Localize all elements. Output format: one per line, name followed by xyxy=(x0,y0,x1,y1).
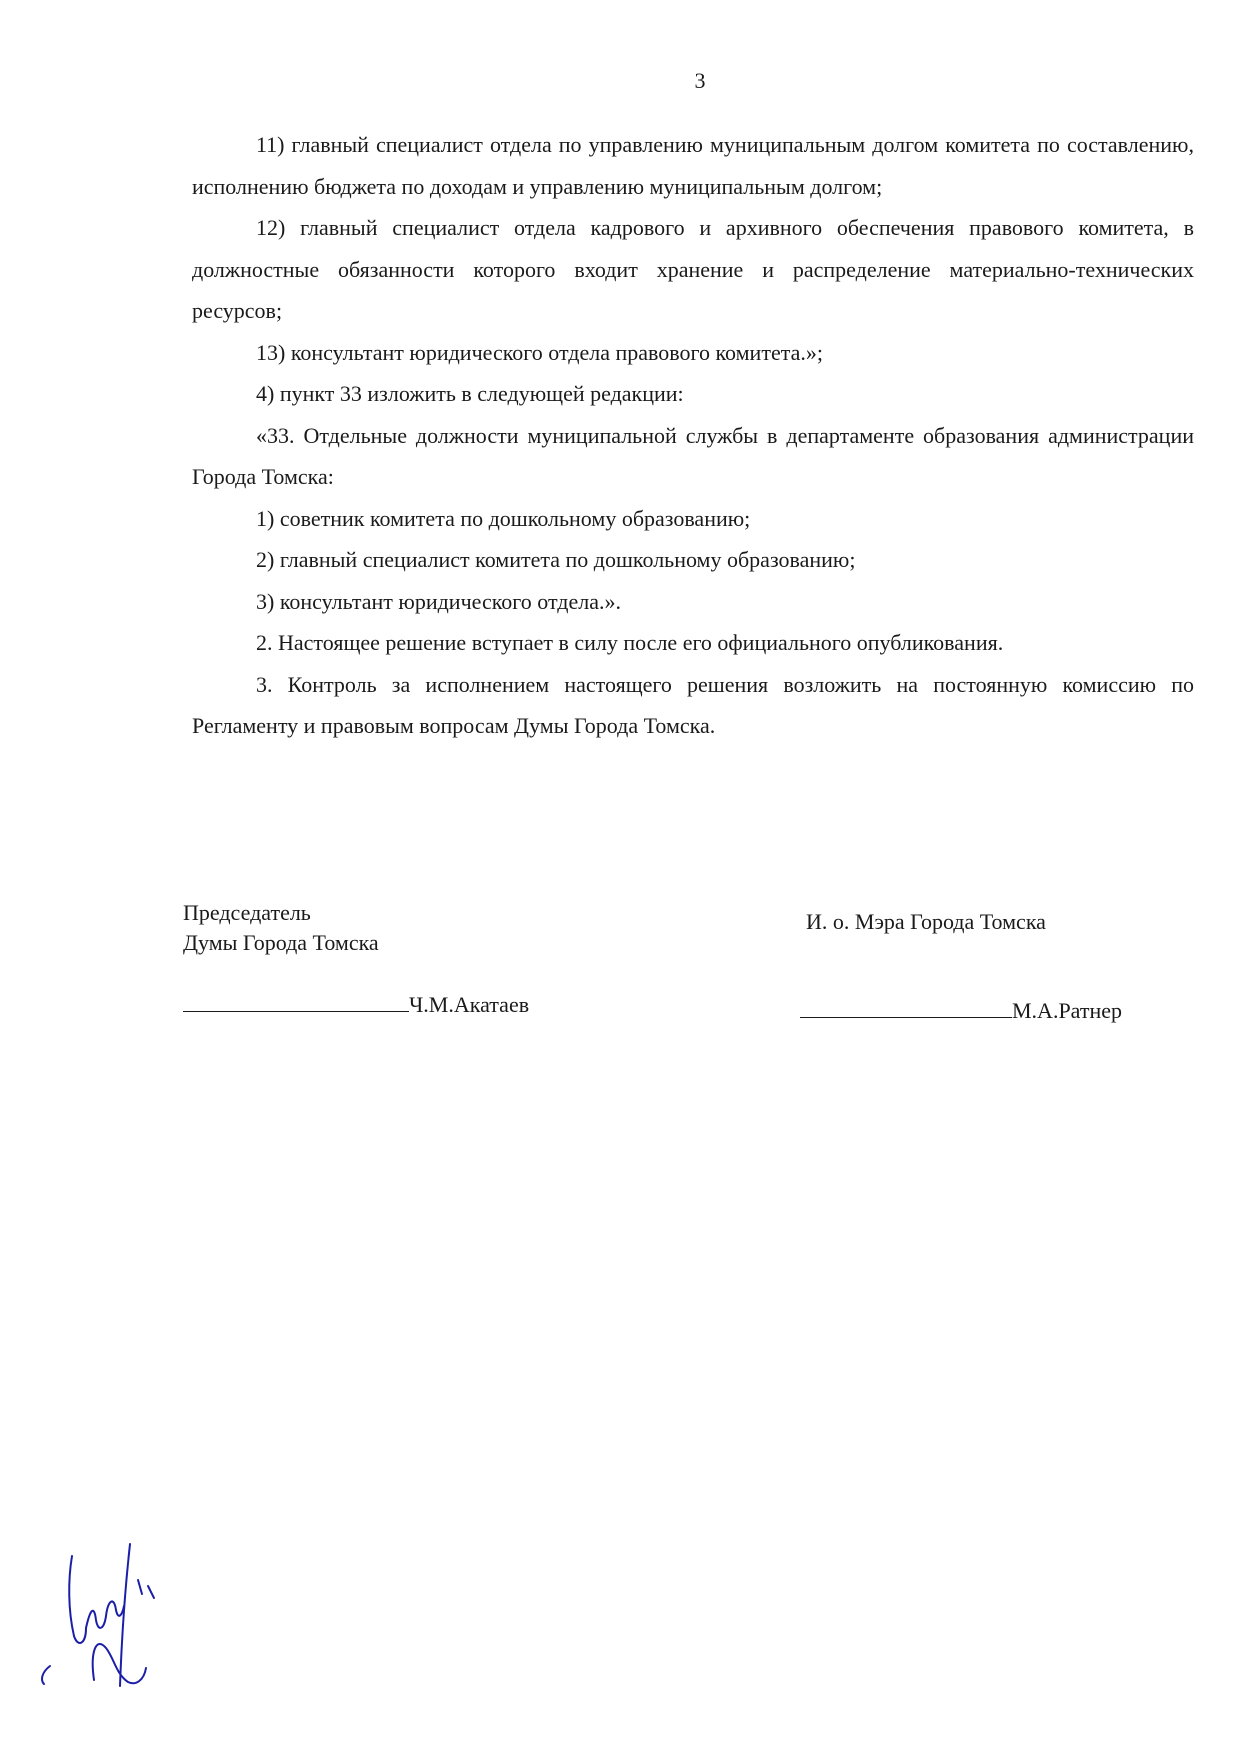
signature-line-left xyxy=(183,990,529,1020)
paragraph-clause-3: 3. Контроль за исполнением настоящего решения возложить на постоянную комиссию по Регламенту и правовым вопросам Думы Города Томска. xyxy=(192,671,1194,738)
signatory-title: И. о. Мэра Города Томска xyxy=(806,909,1046,934)
signature-rule xyxy=(183,991,409,1012)
paragraph-item-3: 3) консультант юридического отдела.». xyxy=(256,588,621,614)
signature-line-right xyxy=(800,996,1122,1026)
paragraph-item-12: 12) главный специалист отдела кадрового и архивного обеспечения правового комитета, в должностные обязанности которого входит хранение и распределение материально-технических ресурсов; xyxy=(192,215,1194,323)
signature-block-left xyxy=(183,898,379,958)
paragraph-clause-2: 2. Настоящее решение вступает в силу после его официального опубликования. xyxy=(256,630,1004,655)
signatory-name-left: Ч.М.Акатаев xyxy=(409,992,530,1017)
paragraph-item-11: 11) главный специалист отдела по управлению муниципальным долгом комитета по составлению, исполнению бюджета по доходам и управлению муниципальным долгом; xyxy=(192,132,1194,199)
signatory-name-right: М.А.Ратнер xyxy=(1012,998,1123,1023)
document-body xyxy=(192,124,1194,747)
paragraph-item-1: 1) советник комитета по дошкольному образованию; xyxy=(256,505,751,531)
handwritten-initials-icon xyxy=(34,1540,164,1690)
paragraph-item-13: 13) консультант юридического отдела правового комитета.»; xyxy=(256,339,823,365)
signature-block-right xyxy=(806,907,1046,937)
page-number: 3 xyxy=(694,68,706,93)
signatory-title-line2: Думы Города Томска xyxy=(183,930,379,955)
signature-rule xyxy=(800,997,1012,1018)
signatory-title-line1: Председатель xyxy=(183,900,311,925)
paragraph-point-33: «33. Отдельные должности муниципальной службы в департаменте образования администрации Города Томска: xyxy=(192,422,1194,489)
paragraph-item-2: 2) главный специалист комитета по дошкольному образованию; xyxy=(256,547,856,572)
paragraph-clause-4: 4) пункт 33 изложить в следующей редакции: xyxy=(256,381,684,406)
